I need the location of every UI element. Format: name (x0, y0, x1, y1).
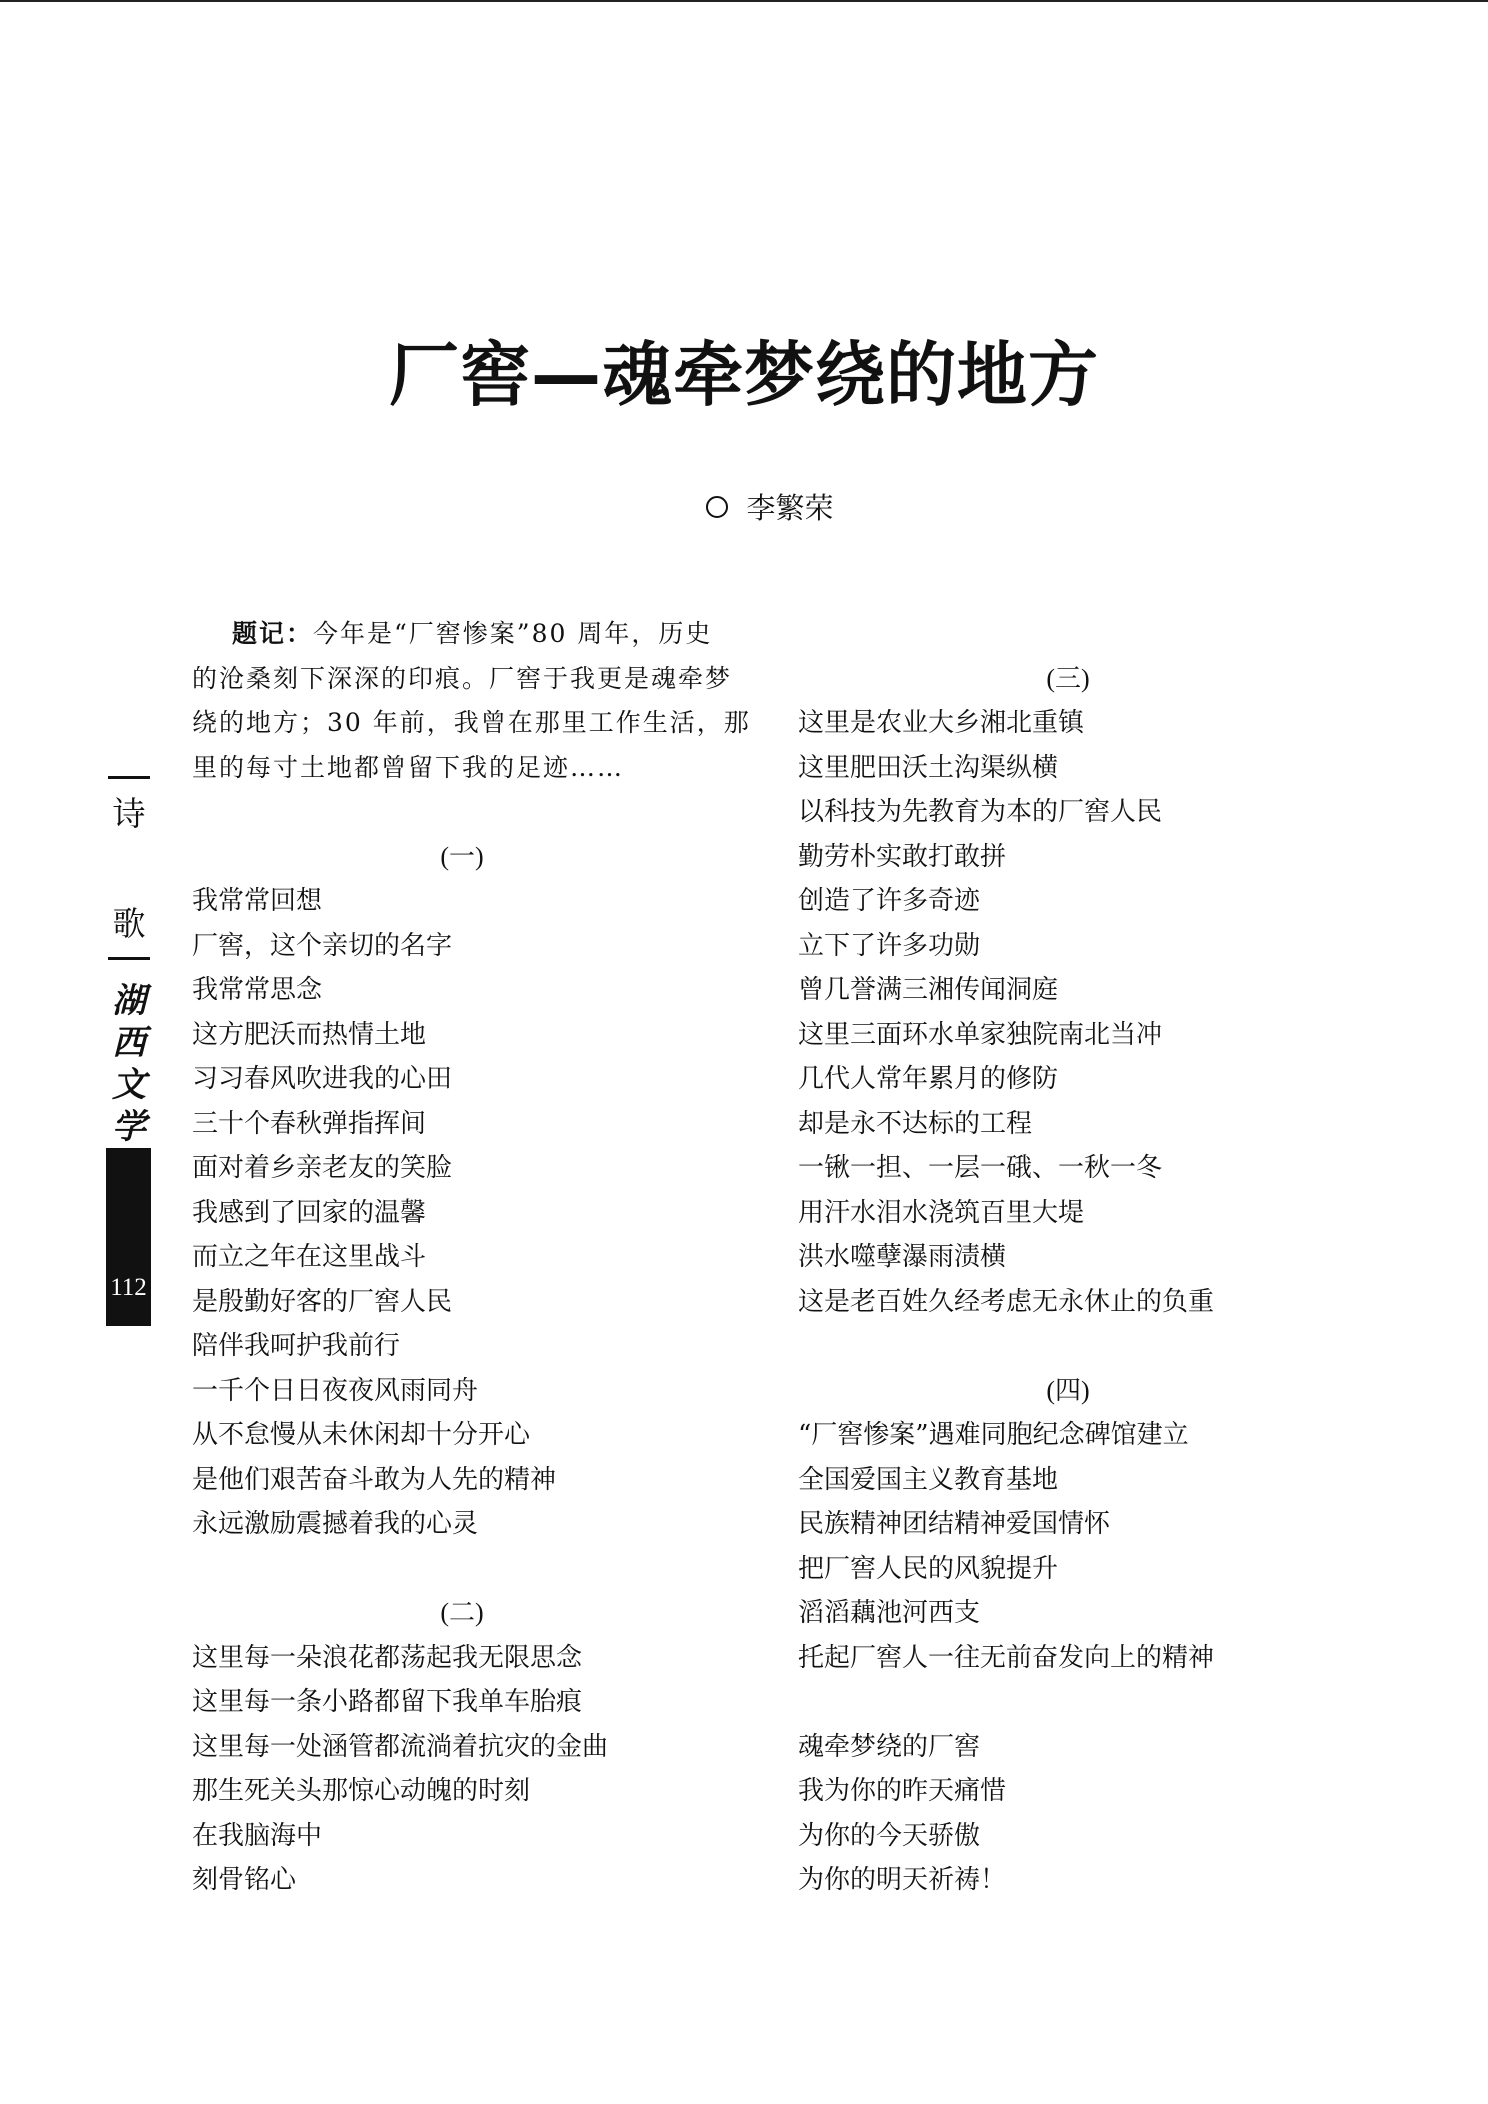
journal-logo-char: 学 (112, 1107, 146, 1147)
poem-line: 是殷勤好客的厂窖人民 (192, 1286, 453, 1317)
poem-line: 滔滔藕池河西支 (798, 1598, 981, 1628)
poem-line: 这里每一条小路都留下我单车胎痕 (192, 1687, 583, 1717)
page-number: 112 (110, 1274, 147, 1301)
top-border-rule (0, 0, 1488, 2)
poem-line: 我常常回想 (192, 886, 323, 916)
poem-line: 把厂窖人民的风貌提升 (798, 1553, 1059, 1584)
epigraph-line: 的沧桑刻下深深的印痕。厂窖于我更是魂牵梦 (192, 663, 733, 693)
poem-line: 我感到了回家的温馨 (192, 1197, 427, 1228)
epigraph-line: 绕的地方；30 年前，我曾在那里工作生活，那 (192, 708, 751, 737)
poem-line: 永远激励震撼着我的心灵 (192, 1509, 479, 1539)
sidebar-section-char: 歌 (112, 904, 146, 943)
poem-line: 面对着乡亲老友的笑脸 (192, 1153, 453, 1183)
epigraph (192, 612, 751, 790)
epigraph-line: 题记：今年是“厂窖惨案”80 周年，历史 (232, 619, 713, 648)
poem-line: 几代人常年累月的修防 (798, 1064, 1059, 1094)
sidebar-rule-mid (108, 957, 150, 960)
journal-logo-char: 文 (112, 1065, 146, 1105)
stanza-2 (192, 1591, 732, 1903)
poem-line: “厂窖惨案”遇难同胞纪念碑馆建立 (798, 1420, 1189, 1450)
journal-logo-char: 湖 (112, 981, 146, 1021)
poem-line: 勤劳朴实敢打敢拼 (798, 841, 1007, 872)
article-title: 厂窖—魂牵梦绕的地方 (389, 334, 1099, 416)
stanza-1 (192, 835, 732, 1547)
poem-line: 这里每一处涵管都流淌着抗灾的金曲 (192, 1731, 609, 1762)
poem-line: 曾几誉满三湘传闻洞庭 (798, 975, 1059, 1005)
poem-line: 我常常思念 (192, 975, 323, 1005)
poem-line: 洪水噬孽瀑雨渍横 (798, 1242, 1007, 1272)
epigraph-line: 里的每寸土地都曾留下我的足迹…… (192, 752, 625, 782)
poem-line: 这是老百姓久经考虑无永休止的负重 (798, 1286, 1215, 1317)
poem-line: 一锹一担、一层一硪、一秋一冬 (798, 1153, 1163, 1183)
journal-logo (108, 980, 150, 1148)
circle-bullet-icon (706, 496, 728, 518)
poem-line: 为你的明天祈祷！ (798, 1865, 1007, 1895)
poem-line: 刻骨铭心 (192, 1865, 297, 1895)
poem-line: 以科技为先教育为本的厂窖人民 (798, 797, 1163, 827)
poem-line: 魂牵梦绕的厂窖 (798, 1731, 981, 1762)
journal-logo-char: 西 (112, 1023, 146, 1063)
poem-line: 从不怠慢从未休闲却十分开心 (192, 1420, 531, 1450)
author-name: 李繁荣 (746, 491, 834, 525)
poem-line: 为你的今天骄傲 (798, 1820, 981, 1851)
sidebar-section-char: 诗 (112, 794, 146, 833)
poem-line: 却是永不达标的工程 (798, 1108, 1033, 1139)
stanza-heading: (三) (1046, 663, 1090, 693)
stanza-heading: (一) (440, 841, 484, 871)
poem-line: 这里肥田沃土沟渠纵横 (798, 752, 1059, 783)
stanza-heading: (二) (440, 1598, 484, 1627)
poem-line: 那生死关头那惊心动魄的时刻 (192, 1776, 531, 1806)
poem-line: 在我脑海中 (192, 1820, 323, 1851)
poem-line: 这里每一朵浪花都荡起我无限思念 (192, 1642, 583, 1673)
poem-line: 这里是农业大乡湘北重镇 (798, 708, 1085, 738)
poem-line: 用汗水泪水浇筑百里大堤 (798, 1197, 1085, 1228)
left-column (192, 612, 751, 1903)
stanza-closing (798, 1725, 1338, 1903)
poem-line: 创造了许多奇迹 (798, 886, 981, 916)
poem-line: 我为你的昨天痛惜 (798, 1776, 1007, 1806)
poem-line: 全国爱国主义教育基地 (798, 1464, 1059, 1495)
poem-line: 这方肥沃而热情土地 (192, 1019, 427, 1050)
author-line (0, 488, 1488, 528)
poem-line: 陪伴我呵护我前行 (192, 1331, 401, 1361)
poem-line: 而立之年在这里战斗 (192, 1242, 427, 1272)
stanza-4 (798, 1369, 1338, 1681)
poem-line: 这里三面环水单家独院南北当冲 (798, 1019, 1163, 1050)
poem-line: 三十个春秋弹指挥间 (192, 1108, 427, 1139)
poem-line: 习习春风吹进我的心田 (192, 1064, 453, 1094)
epigraph-label: 题记： (232, 619, 314, 648)
poem-line: 民族精神团结精神爱国情怀 (798, 1509, 1111, 1539)
poem-line: 是他们艰苦奋斗敢为人先的精神 (192, 1464, 557, 1495)
sidebar-rule-top (108, 776, 150, 779)
poem-line: 一千个日日夜夜风雨同舟 (192, 1375, 479, 1406)
stanza-heading: (四) (1046, 1375, 1090, 1405)
poem-line: 厂窖，这个亲切的名字 (192, 930, 453, 961)
right-column (798, 612, 1338, 1903)
poem-line: 立下了许多功勋 (798, 930, 981, 961)
stanza-3 (798, 657, 1338, 1325)
poem-line: 托起厂窖人一往无前奋发向上的精神 (798, 1642, 1215, 1673)
